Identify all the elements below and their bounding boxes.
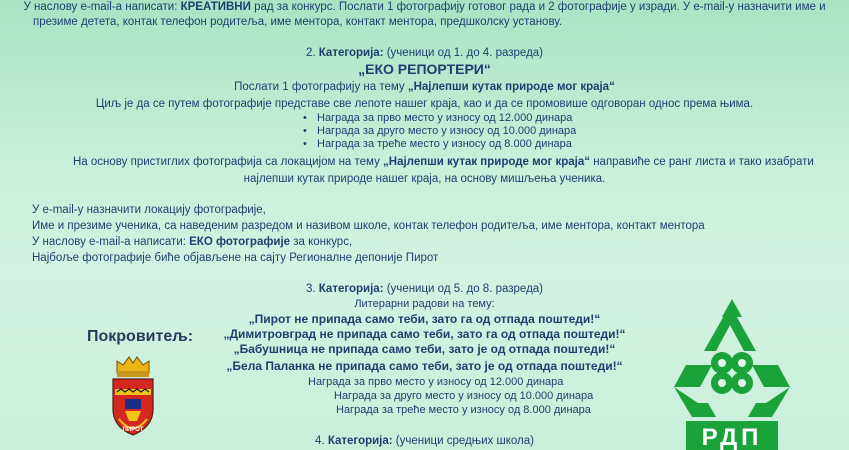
intro-text-2: рад за конкурс. Послати 1 фотографију готовог рада и 2 фотографије у изради. У e-mail-у назначити име и: [250, 1, 826, 13]
cat2-prize-1: • Награда за прво место у износу од 12.000 динара: [317, 112, 572, 125]
cat3-heading: [0, 282, 849, 296]
cat2-theme: [0, 80, 849, 94]
cat2-rank-bold: „Најлепши кутак природе мог краја“: [383, 156, 591, 168]
cat2-label: Категорија:: [318, 47, 384, 59]
cat2-goal: Циљ је да се путем фотографије представе све лепоте нашег краја, као и да се промовише одговоран однос према њима.: [95, 98, 754, 110]
intro-text: У наслову e-mail-а написати:: [23, 1, 181, 13]
rdp-recycling-logo-icon: [668, 295, 796, 450]
cat2-email-3-text-2: за конкурс,: [290, 236, 353, 248]
cat2-rank-line-1: [73, 155, 814, 169]
sponsor-label: Покровитељ:: [87, 328, 194, 345]
cat3-theme-4: „Бела Паланка не припада само теби, зато је од отпада поштеди!“: [226, 359, 623, 373]
cat3-prize-2: Награда за друго место у износу од 10.000 динара: [334, 390, 594, 402]
cat2-title: „ЕКО РЕПОРТЕРИ“: [358, 61, 491, 77]
cat4-grades: (ученици средњих школа): [392, 435, 534, 447]
pirot-crest-icon: [107, 355, 159, 441]
cat3-theme-2: „Димитровград не припада само теби, зато га од отпада поштеди!“: [223, 327, 626, 341]
cat3-prize-1: Награда за прво место у износу од 12.000 динара: [308, 376, 564, 388]
cat3-theme-1: „Пирот не припада само теби, зато га од отпада поштеди!“: [248, 312, 601, 326]
cat3-label: Категорија:: [318, 283, 384, 295]
cat2-num: 2.: [305, 47, 319, 59]
cat2-email-3: [32, 235, 352, 249]
cat2-grades: (ученици од 1. до 4. разреда): [383, 47, 544, 59]
cat2-email-2: Име и презиме ученика, са наведеним разредом и називом школе, контак телефон родитеља, име ментора, контакт ментора: [32, 220, 705, 232]
cat2-rank-text-2: направиће се ранг листа и тако изабрати: [590, 156, 814, 168]
cat2-theme-bold: „Најлепши кутак природе мог краја“: [407, 81, 615, 93]
cat2-email-3-text: У наслову e-mail-а написати:: [32, 236, 190, 248]
cat2-email-4: Најбоље фотографије биће објављене на сајту Регионалне депоније Пирот: [32, 252, 439, 264]
cat2-email-1: У e-mail-у назначити локацију фотографије,: [32, 204, 266, 216]
cat2-prize-2: • Награда за друго место у износу од 10.000 динара: [317, 125, 576, 138]
rdp-letters: РДП: [701, 424, 763, 450]
cat3-prize-3: Награда за треће место у износу од 8.000 динара: [336, 404, 591, 416]
crest-label: ПИРОТ: [122, 427, 144, 433]
intro-bold: КРЕАТИВНИ: [180, 1, 251, 13]
cat2-rank-line-2: најлепши кутак природе нашег краја, на основу мишљења ученика.: [243, 173, 606, 185]
cat4-num: 4.: [315, 435, 328, 447]
cat2-email-3-bold: ЕКО фотографије: [189, 236, 291, 248]
intro-line-2: презиме детета, контак телефон родитеља, име ментора, контакт ментора, предшколску установу.: [33, 16, 563, 28]
cat3-subtitle: Литерарни радови на тему:: [354, 298, 495, 310]
cat4-label: Категорија:: [327, 435, 393, 447]
cat2-heading: [0, 46, 849, 60]
cat2-theme-text: Послати 1 фотографију на тему: [234, 81, 408, 93]
cat3-grades: (ученици од 5. до 8. разреда): [383, 283, 544, 295]
cat3-theme-3: „Бабушница не припада само теби, зато је од отпада поштеди!“: [233, 342, 616, 356]
cat2-rank-text: На основу пристиглих фотографија са локацијом на тему: [73, 156, 384, 168]
cat3-num: 3.: [305, 283, 319, 295]
cat2-prize-3: • Награда за треће место у износу од 8.000 динара: [317, 138, 572, 151]
intro-line-1: [0, 0, 849, 14]
